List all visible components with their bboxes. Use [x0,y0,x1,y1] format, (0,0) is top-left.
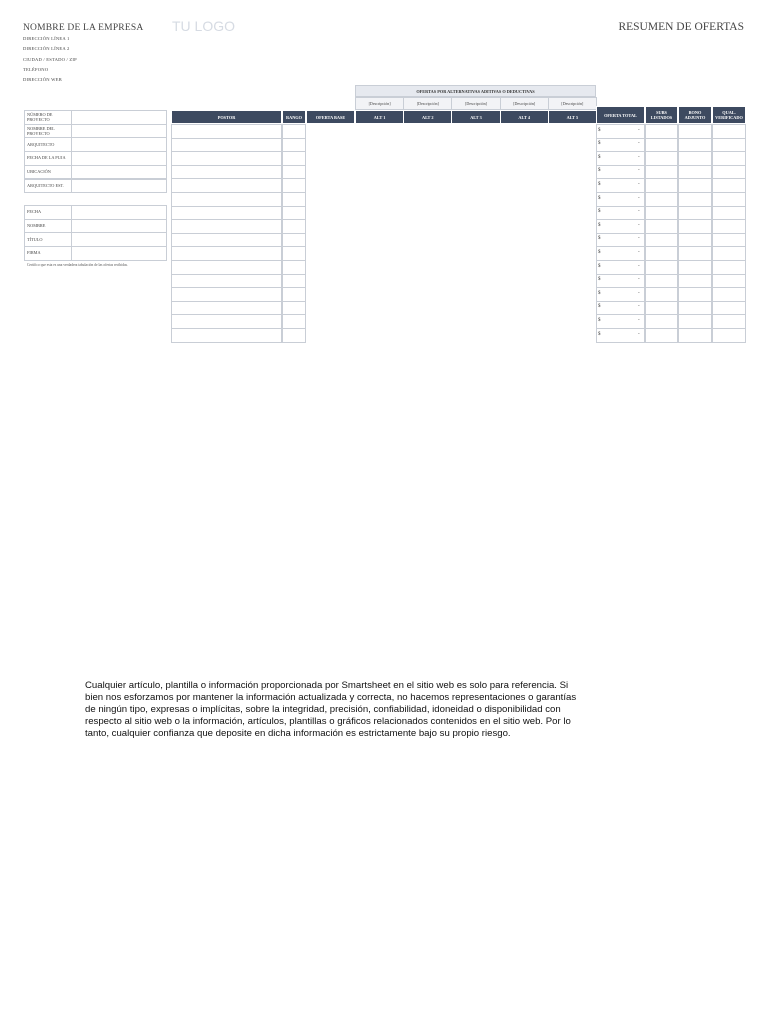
total-currency: $ [598,181,601,187]
document-title: RESUMEN DE OFERTAS [618,21,744,33]
alt-description-4[interactable]: [Descripción] [500,97,549,110]
total-value: - [638,263,640,269]
total-currency: $ [598,209,601,215]
column-header-alt-1: ALT 1 [355,110,404,124]
bond-cell[interactable] [678,301,712,316]
signature-value-field[interactable] [71,232,167,247]
qual-cell[interactable] [712,246,746,261]
bond-cell[interactable] [678,206,712,221]
qual-cell[interactable] [712,206,746,221]
rank-cell[interactable] [282,206,306,221]
signature-value-field[interactable] [71,246,167,261]
total-value: - [638,317,640,323]
web-address: DIRECCIÓN WEB [23,77,62,82]
certification-text: Certifico que esta es una verdadera tabulación de las ofertas recibidas. [27,263,128,267]
bond-cell[interactable] [678,233,712,248]
bidder-cell[interactable] [171,219,282,234]
signature-label: NOMBRE [27,223,46,229]
city-state-zip: CIUDAD / ESTADO / ZIP [23,57,77,62]
bidder-cell[interactable] [171,260,282,275]
qual-cell[interactable] [712,274,746,289]
bond-cell[interactable] [678,165,712,180]
qual-cell[interactable] [712,151,746,166]
bond-cell[interactable] [678,260,712,275]
rank-cell[interactable] [282,178,306,193]
rank-cell[interactable] [282,233,306,248]
project-value-field[interactable] [71,179,167,194]
subs-cell[interactable] [645,192,678,207]
bidder-cell[interactable] [171,246,282,261]
bidder-cell[interactable] [171,301,282,316]
phone: TELÉFONO [23,67,49,72]
rank-cell[interactable] [282,246,306,261]
subs-cell[interactable] [645,314,678,329]
total-currency: $ [598,127,601,133]
qual-cell[interactable] [712,219,746,234]
qual-cell[interactable] [712,287,746,302]
total-currency: $ [598,222,601,228]
rank-cell[interactable] [282,151,306,166]
bidder-cell[interactable] [171,328,282,343]
project-label: UBICACIÓN [27,169,51,175]
rank-cell[interactable] [282,260,306,275]
total-value: - [638,331,640,337]
bond-cell[interactable] [678,287,712,302]
project-value-field[interactable] [71,124,167,139]
qual-cell[interactable] [712,124,746,139]
bond-cell[interactable] [678,124,712,139]
project-label: FECHA DE LA PUJA [27,155,66,161]
total-value: - [638,195,640,201]
signature-value-field[interactable] [71,219,167,234]
address-line-2: DIRECCIÓN LÍNEA 2 [23,46,70,51]
bidder-cell[interactable] [171,192,282,207]
rank-cell[interactable] [282,192,306,207]
subs-cell[interactable] [645,165,678,180]
subs-cell[interactable] [645,151,678,166]
project-value-field[interactable] [71,165,167,180]
qual-cell[interactable] [712,233,746,248]
column-header-subs: SUBS LISTADOS [645,106,678,124]
project-value-field[interactable] [71,110,167,125]
total-currency: $ [598,331,601,337]
project-label: ARQUITECTO [27,141,55,147]
bond-cell[interactable] [678,328,712,343]
total-currency: $ [598,168,601,174]
column-header-alt-3: ALT 3 [451,110,500,124]
column-header-alt-4: ALT 4 [500,110,549,124]
rank-cell[interactable] [282,138,306,153]
bond-cell[interactable] [678,192,712,207]
total-currency: $ [598,141,601,147]
qual-cell[interactable] [712,314,746,329]
subs-cell[interactable] [645,260,678,275]
qual-cell[interactable] [712,260,746,275]
signature-label: FIRMA [27,250,41,256]
bidder-cell[interactable] [171,124,282,139]
company-name: NOMBRE DE LA EMPRESA [23,23,144,33]
bond-cell[interactable] [678,151,712,166]
project-label: ARQUITECTO EST. [27,182,64,188]
subs-cell[interactable] [645,301,678,316]
bond-cell[interactable] [678,274,712,289]
column-header-alt-2: ALT 2 [403,110,452,124]
alternatives-heading: OFERTAS POR ALTERNATIVAS ADITIVAS O DEDUCTIVAS [355,85,596,97]
rank-cell[interactable] [282,219,306,234]
bond-cell[interactable] [678,138,712,153]
rank-cell[interactable] [282,287,306,302]
total-value: - [638,127,640,133]
subs-cell[interactable] [645,274,678,289]
rank-cell[interactable] [282,328,306,343]
subs-cell[interactable] [645,246,678,261]
subs-cell[interactable] [645,233,678,248]
qual-cell[interactable] [712,192,746,207]
bidder-cell[interactable] [171,151,282,166]
project-label: NÚMERO DE PROYECTO [27,111,53,122]
qual-cell[interactable] [712,165,746,180]
rank-cell[interactable] [282,301,306,316]
total-value: - [638,181,640,187]
qual-cell[interactable] [712,301,746,316]
alt-description-5[interactable]: [Descripción] [548,97,597,110]
bidder-cell[interactable] [171,233,282,248]
qual-cell[interactable] [712,328,746,343]
subs-cell[interactable] [645,328,678,343]
total-value: - [638,222,640,228]
rank-cell[interactable] [282,314,306,329]
signature-label: TÍTULO [27,236,43,242]
logo-placeholder: TU LOGO [172,18,236,34]
subs-cell[interactable] [645,219,678,234]
signature-value-field[interactable] [71,205,167,220]
total-value: - [638,209,640,215]
rank-cell[interactable] [282,165,306,180]
total-value: - [638,154,640,160]
subs-cell[interactable] [645,206,678,221]
column-header-qual: QUAL. VERIFICADO [712,106,746,124]
total-currency: $ [598,195,601,201]
bidder-cell[interactable] [171,165,282,180]
bond-cell[interactable] [678,219,712,234]
rank-cell[interactable] [282,124,306,139]
subs-cell[interactable] [645,287,678,302]
total-value: - [638,304,640,310]
total-value: - [638,141,640,147]
total-currency: $ [598,290,601,296]
alt-description-1[interactable]: [Descripción] [355,97,404,110]
bidder-cell[interactable] [171,138,282,153]
qual-cell[interactable] [712,178,746,193]
bidder-cell[interactable] [171,287,282,302]
project-label: NOMBRE DEL PROYECTO [27,125,55,136]
signature-label: FECHA [27,209,42,215]
total-currency: $ [598,304,601,310]
bidder-cell[interactable] [171,206,282,221]
alt-description-2[interactable]: [Descripción] [403,97,452,110]
address-line-1: DIRECCIÓN LÍNEA 1 [23,36,70,41]
total-currency: $ [598,236,601,242]
rank-cell[interactable] [282,274,306,289]
total-currency: $ [598,263,601,269]
column-header-base-bid: OFERTA BASE [306,110,355,124]
bond-cell[interactable] [678,314,712,329]
alt-description-3[interactable]: [Descripción] [451,97,500,110]
column-header-bond: BONO ADJUNTO [678,106,712,124]
total-currency: $ [598,249,601,255]
total-value: - [638,168,640,174]
column-header-rank: RANGO [282,110,306,124]
total-currency: $ [598,317,601,323]
total-value: - [638,249,640,255]
column-header-total: OFERTA TOTAL [596,106,645,124]
subs-cell[interactable] [645,124,678,139]
bidder-cell[interactable] [171,178,282,193]
total-value: - [638,277,640,283]
disclaimer-text: Cualquier artículo, plantilla o información proporcionada por Smartsheet en el sitio web es solo para referencia. Si bien nos esforzamos por mantener la información actualizada y correcta, no hacemos representaciones o garantías de ningún tipo, expresas o implícitas, sobre la integridad, precisión, confiabilidad, idoneidad o disponibilidad con respecto al sitio web o la información, artículos, plantillas o gráficos relacionados contenidos en el sitio web. Por lo tanto, cualquier confianza que deposite en dicha información es estrictamente bajo su propio riesgo. [85,680,577,740]
bond-cell[interactable] [678,178,712,193]
total-value: - [638,290,640,296]
bond-cell[interactable] [678,246,712,261]
subs-cell[interactable] [645,138,678,153]
project-value-field[interactable] [71,137,167,152]
bidder-cell[interactable] [171,314,282,329]
bidder-cell[interactable] [171,274,282,289]
subs-cell[interactable] [645,178,678,193]
qual-cell[interactable] [712,138,746,153]
project-value-field[interactable] [71,151,167,166]
column-header-alt-5: ALT 5 [548,110,597,124]
total-currency: $ [598,154,601,160]
total-value: - [638,236,640,242]
total-currency: $ [598,277,601,283]
column-header-bidder: POSTOR [171,110,282,124]
